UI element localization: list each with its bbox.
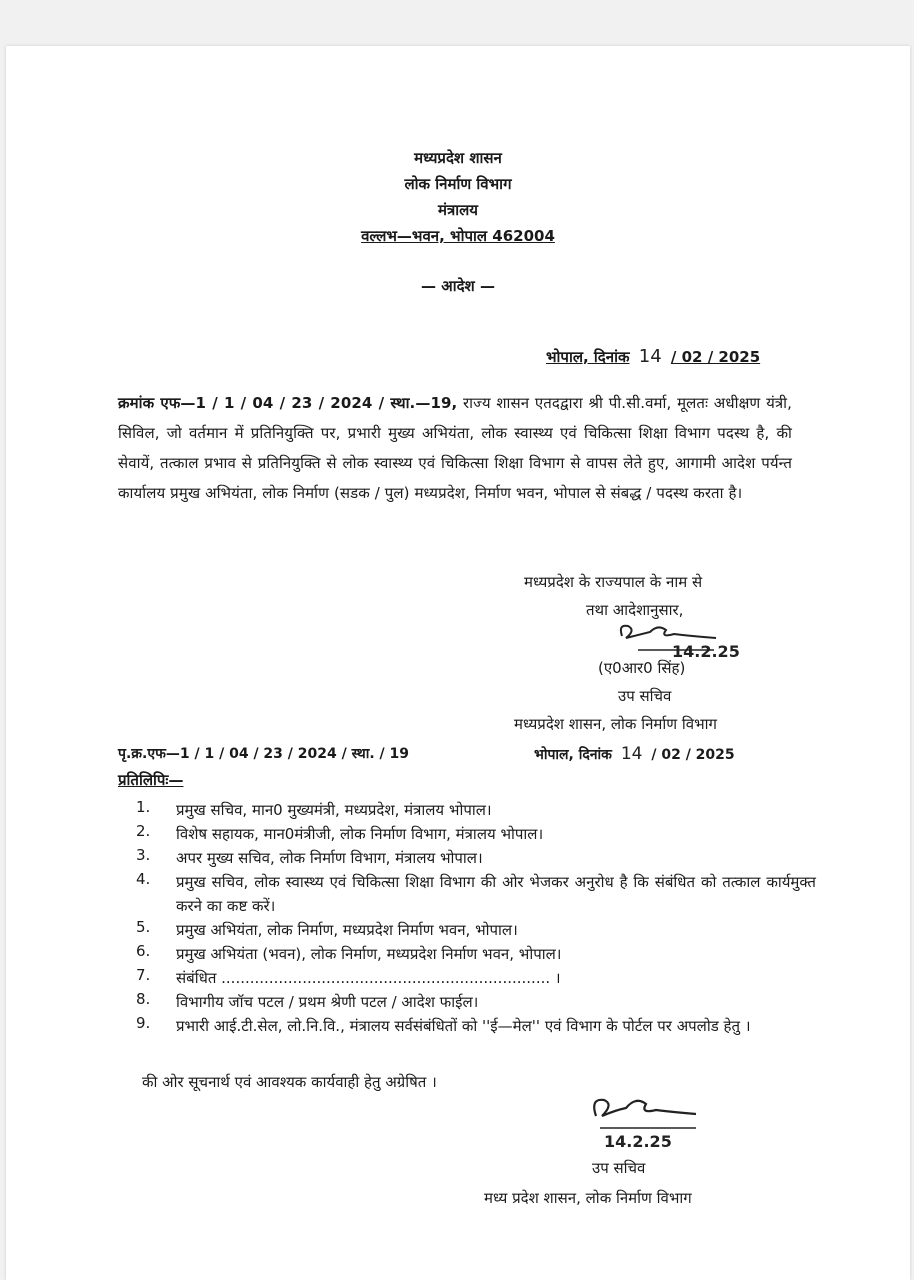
copy-ref-date-suffix: / 02 / 2025 bbox=[651, 747, 735, 763]
list-item-number: 3. bbox=[136, 846, 151, 864]
signature-2-date: 14.2.25 bbox=[604, 1132, 672, 1151]
copy-list bbox=[136, 798, 816, 1062]
closing-line: की ओर सूचनार्थ एवं आवश्यक कार्यवाही हेतु अग्रेषित । bbox=[142, 1073, 437, 1091]
signatory-office: मध्यप्रदेश शासन, लोक निर्माण विभाग bbox=[514, 715, 717, 733]
list-item-number: 1. bbox=[136, 798, 151, 816]
header-line-3: मंत्रालय bbox=[437, 201, 478, 219]
header-line-1: मध्यप्रदेश शासन bbox=[414, 149, 502, 167]
date-prefix: भोपाल, दिनांक bbox=[546, 348, 630, 366]
list-item-number: 2. bbox=[136, 822, 151, 840]
list-item-text: प्रमुख सचिव, मान0 मुख्यमंत्री, मध्यप्रदेश, मंत्रालय भोपाल। bbox=[176, 801, 492, 819]
signatory-name: (ए0आर0 सिंह) bbox=[598, 659, 686, 677]
date-suffix: / 02 / 2025 bbox=[670, 348, 761, 366]
list-item bbox=[136, 870, 816, 918]
list-item-number: 9. bbox=[136, 1014, 151, 1032]
signatory-designation: उप सचिव bbox=[618, 687, 672, 705]
list-item-text: प्रभारी आई.टी.सेल, लो.नि.वि., मंत्रालय सर्वसंबंधितों को ''ई—मेल'' एवं विभाग के पोर्टल पर अपलोड हेतु । bbox=[176, 1017, 751, 1035]
list-item-number: 4. bbox=[136, 870, 151, 888]
signature-1-date: 14.2.25 bbox=[672, 642, 740, 661]
copy-ref-number: पृ.क्र.एफ—1 / 1 / 04 / 23 / 2024 / स्था. / 19 bbox=[118, 746, 409, 762]
list-item bbox=[136, 942, 816, 966]
order-text: राज्य शासन एतदद्वारा श्री पी.सी.वर्मा, मूलतः अधीक्षण यंत्री, सिविल, जो वर्तमान में प्रतिनियुक्ति पर, प्रभारी मुख्य अभियंता, लोक स्वास्थ्य एवं चिकित्सा शिक्षा विभाग पदस्थ है, की सेवायें, तत्काल प्रभाव से प्रतिनियुक्ति से लोक स्वास्थ्य एवं चिकित्सा शिक्षा विभाग से वापस लेते हुए, आगामी आदेश पर्यन्त कार्यालय प्रमुख अभियंता, लोक निर्माण (सडक / पुल) मध्यप्रदेश, निर्माण भवन, भोपाल से संबद्ध / पदस्थ करता है। bbox=[118, 394, 792, 502]
order-title bbox=[238, 276, 678, 296]
list-item bbox=[136, 918, 816, 942]
list-item-number: 5. bbox=[136, 918, 151, 936]
list-item-number: 8. bbox=[136, 990, 151, 1008]
header-address-text: वल्लभ—भवन, भोपाल 462004 bbox=[361, 227, 555, 245]
list-item-text: अपर मुख्य सचिव, लोक निर्माण विभाग, मंत्रालय भोपाल। bbox=[176, 849, 483, 867]
list-item bbox=[136, 1014, 816, 1062]
copy-ref-date-prefix: भोपाल, दिनांक bbox=[534, 747, 612, 763]
order-number: क्रमांक एफ—1 / 1 / 04 / 23 / 2024 / स्था.—19, bbox=[118, 394, 458, 412]
order-paragraph bbox=[118, 388, 792, 508]
list-item-text: प्रमुख सचिव, लोक स्वास्थ्य एवं चिकित्सा शिक्षा विभाग की ओर भेजकर अनुरोध है कि संबंधित को तत्काल कार्यमुक्त करने का कष्ट करें। bbox=[176, 873, 816, 915]
list-item-number: 7. bbox=[136, 966, 151, 984]
list-item bbox=[136, 798, 816, 822]
list-item bbox=[136, 990, 816, 1014]
list-item-text: प्रमुख अभियंता (भवन), लोक निर्माण, मध्यप्रदेश निर्माण भवन, भोपाल। bbox=[176, 945, 562, 963]
list-item bbox=[136, 846, 816, 870]
header-address bbox=[238, 226, 678, 246]
governor-line: मध्यप्रदेश के राज्यपाल के नाम से bbox=[524, 573, 703, 591]
order-title-text: — आदेश — bbox=[421, 277, 495, 295]
signature-2-designation: उप सचिव bbox=[592, 1159, 646, 1177]
order-authority-line: तथा आदेशानुसार, bbox=[586, 601, 684, 619]
date-line bbox=[546, 346, 760, 367]
copy-ref-handwritten-day: 14 bbox=[620, 744, 643, 764]
list-item-text: संबंधित ..................................................................... । bbox=[176, 969, 561, 987]
copy-ref-date bbox=[534, 744, 735, 764]
list-item bbox=[136, 966, 816, 990]
list-item-text: प्रमुख अभियंता, लोक निर्माण, मध्यप्रदेश निर्माण भवन, भोपाल। bbox=[176, 921, 518, 939]
copy-label: प्रतिलिपिः— bbox=[118, 771, 184, 789]
list-item-number: 6. bbox=[136, 942, 151, 960]
list-item-text: विशेष सहायक, मान0मंत्रीजी, लोक निर्माण विभाग, मंत्रालय भोपाल। bbox=[176, 825, 544, 843]
list-item-text: विभागीय जॉच पटल / प्रथम श्रेणी पटल / आदेश फाईल। bbox=[176, 993, 479, 1011]
header-line-2: लोक निर्माण विभाग bbox=[404, 175, 512, 193]
handwritten-day: 14 bbox=[638, 346, 662, 367]
signature-2-office: मध्य प्रदेश शासन, लोक निर्माण विभाग bbox=[484, 1189, 692, 1207]
document-page bbox=[6, 46, 910, 1280]
list-item bbox=[136, 822, 816, 846]
